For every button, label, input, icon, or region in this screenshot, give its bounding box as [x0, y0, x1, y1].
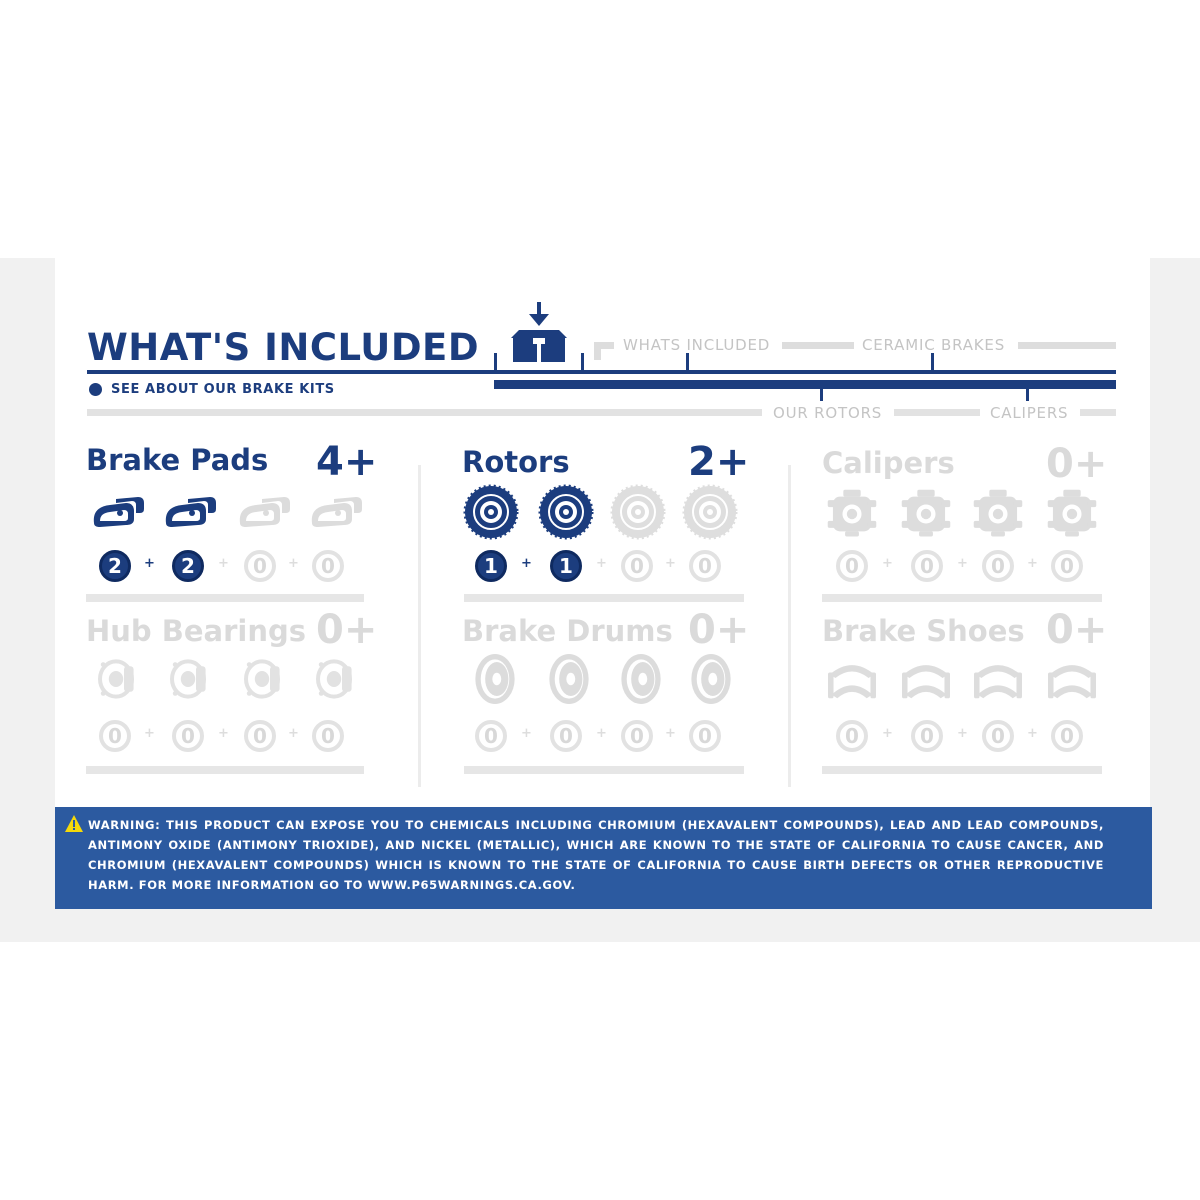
- caliper-icon: [826, 488, 878, 540]
- caliper-icon: [972, 488, 1024, 540]
- quantity-badge: 0: [312, 720, 344, 752]
- hub-bearing-icon: [238, 654, 286, 704]
- warning-triangle-icon: [65, 815, 83, 832]
- header-lines: [0, 0, 1200, 430]
- rotors-title: Rotors: [462, 445, 570, 479]
- quantity-badge: 0: [475, 720, 507, 752]
- brake-drum-icon: [544, 650, 594, 708]
- quantity-badge: 0: [1051, 550, 1083, 582]
- brake-drum-icon: [616, 650, 666, 708]
- quantity-badge: 0: [99, 720, 131, 752]
- brake-shoes-title: Brake Shoes: [822, 614, 1025, 648]
- hub-bearing-icon: [164, 654, 212, 704]
- quantity-badge: 2: [99, 550, 131, 582]
- calipers-title: Calipers: [822, 446, 955, 480]
- quantity-badge: 1: [475, 550, 507, 582]
- brake-shoe-icon: [970, 654, 1026, 702]
- caliper-icon: [1046, 488, 1098, 540]
- hub-bearing-icon: [92, 654, 140, 704]
- plus-sign: +: [665, 556, 676, 571]
- rotor-disc-icon: [682, 484, 738, 540]
- brake-pad-icon: [308, 493, 364, 529]
- quantity-badge: 0: [550, 720, 582, 752]
- quantity-badge: 0: [244, 720, 276, 752]
- nav-our-rotors[interactable]: OUR ROTORS: [773, 404, 883, 422]
- brake-pad-icon: [90, 493, 146, 529]
- rotors-count: 2+: [688, 439, 750, 485]
- plus-sign: +: [1027, 556, 1038, 571]
- brake-pad-icon: [162, 493, 218, 529]
- section-divider-bar: [86, 594, 364, 602]
- quantity-badge: 0: [982, 720, 1014, 752]
- plus-sign: +: [521, 556, 532, 571]
- hub-bearings-title: Hub Bearings: [86, 614, 307, 648]
- nav-calipers[interactable]: CALIPERS: [990, 404, 1069, 422]
- page-title: WHAT'S INCLUDED: [87, 326, 480, 369]
- quantity-badge: 0: [621, 550, 653, 582]
- quantity-badge: 1: [550, 550, 582, 582]
- hub-bearing-icon: [310, 654, 358, 704]
- section-divider-bar: [464, 766, 744, 774]
- plus-sign: +: [882, 726, 893, 741]
- column-divider: [418, 465, 421, 787]
- brake-shoe-icon: [824, 654, 880, 702]
- quantity-badge: 0: [689, 720, 721, 752]
- quantity-badge: 0: [836, 550, 868, 582]
- section-divider-bar: [822, 766, 1102, 774]
- section-divider-bar: [86, 766, 364, 774]
- plus-sign: +: [957, 726, 968, 741]
- plus-sign: +: [288, 556, 299, 571]
- plus-sign: +: [218, 726, 229, 741]
- brake-drums-title: Brake Drums: [462, 614, 673, 648]
- plus-sign: +: [957, 556, 968, 571]
- calipers-count: 0+: [1046, 441, 1108, 487]
- rotor-disc-icon: [610, 484, 666, 540]
- warning-text: WARNING: THIS PRODUCT CAN EXPOSE YOU TO CHEMICALS INCLUDING CHROMIUM (HEXAVALENT COMPOUNDS), LEAD AND LEAD COMPOUNDS, ANTIMONY OXIDE (ANTIMONY TRIOXIDE), AND NICKEL (METALLIC), WHICH ARE KNOWN TO THE STATE OF CALIFORNIA TO CAUSE CANCER, AND CHROMIUM (HEXAVALENT COMPOUNDS) WHICH IS KNOWN TO THE STATE OF CALIFORNIA TO CAUSE BIRTH DEFECTS OR OTHER REPRODUCTIVE HARM. FOR MORE INFORMATION GO TO WWW.P65WARNINGS.CA.GOV.: [88, 818, 1104, 892]
- box-with-down-arrow-icon: [509, 300, 569, 366]
- plus-sign: +: [288, 726, 299, 741]
- quantity-badge: 0: [1051, 720, 1083, 752]
- brake-pads-title: Brake Pads: [86, 443, 269, 477]
- quantity-badge: 0: [244, 550, 276, 582]
- rotor-disc-icon: [538, 484, 594, 540]
- brake-drum-icon: [686, 650, 736, 708]
- brake-pad-icon: [236, 493, 292, 529]
- quantity-badge: 0: [689, 550, 721, 582]
- brake-drums-count: 0+: [688, 607, 750, 653]
- quantity-badge: 0: [312, 550, 344, 582]
- section-divider-bar: [822, 594, 1102, 602]
- brake-shoes-count: 0+: [1046, 607, 1108, 653]
- brake-shoe-icon: [898, 654, 954, 702]
- plus-sign: +: [665, 726, 676, 741]
- plus-sign: +: [218, 556, 229, 571]
- caliper-icon: [900, 488, 952, 540]
- plus-sign: +: [144, 556, 155, 571]
- plus-sign: +: [882, 556, 893, 571]
- quantity-badge: 0: [172, 720, 204, 752]
- quantity-badge: 0: [621, 720, 653, 752]
- nav-ceramic-brakes[interactable]: CERAMIC BRAKES: [862, 336, 1006, 354]
- plus-sign: +: [144, 726, 155, 741]
- quantity-badge: 0: [911, 720, 943, 752]
- column-divider: [788, 465, 791, 787]
- quantity-badge: 0: [836, 720, 868, 752]
- plus-sign: +: [521, 726, 532, 741]
- hub-bearings-count: 0+: [316, 607, 378, 653]
- quantity-badge: 2: [172, 550, 204, 582]
- see-brake-kits-label: SEE ABOUT OUR BRAKE KITS: [111, 382, 335, 397]
- brake-shoe-icon: [1044, 654, 1100, 702]
- plus-sign: +: [596, 726, 607, 741]
- brake-drum-icon: [470, 650, 520, 708]
- quantity-badge: 0: [982, 550, 1014, 582]
- section-divider-bar: [464, 594, 744, 602]
- quantity-badge: 0: [911, 550, 943, 582]
- brake-pads-count: 4+: [316, 439, 378, 485]
- prop65-warning-banner: [55, 807, 1152, 909]
- nav-whats-included[interactable]: WHATS INCLUDED: [623, 336, 771, 354]
- plus-sign: +: [1027, 726, 1038, 741]
- rotor-disc-icon: [463, 484, 519, 540]
- plus-sign: +: [596, 556, 607, 571]
